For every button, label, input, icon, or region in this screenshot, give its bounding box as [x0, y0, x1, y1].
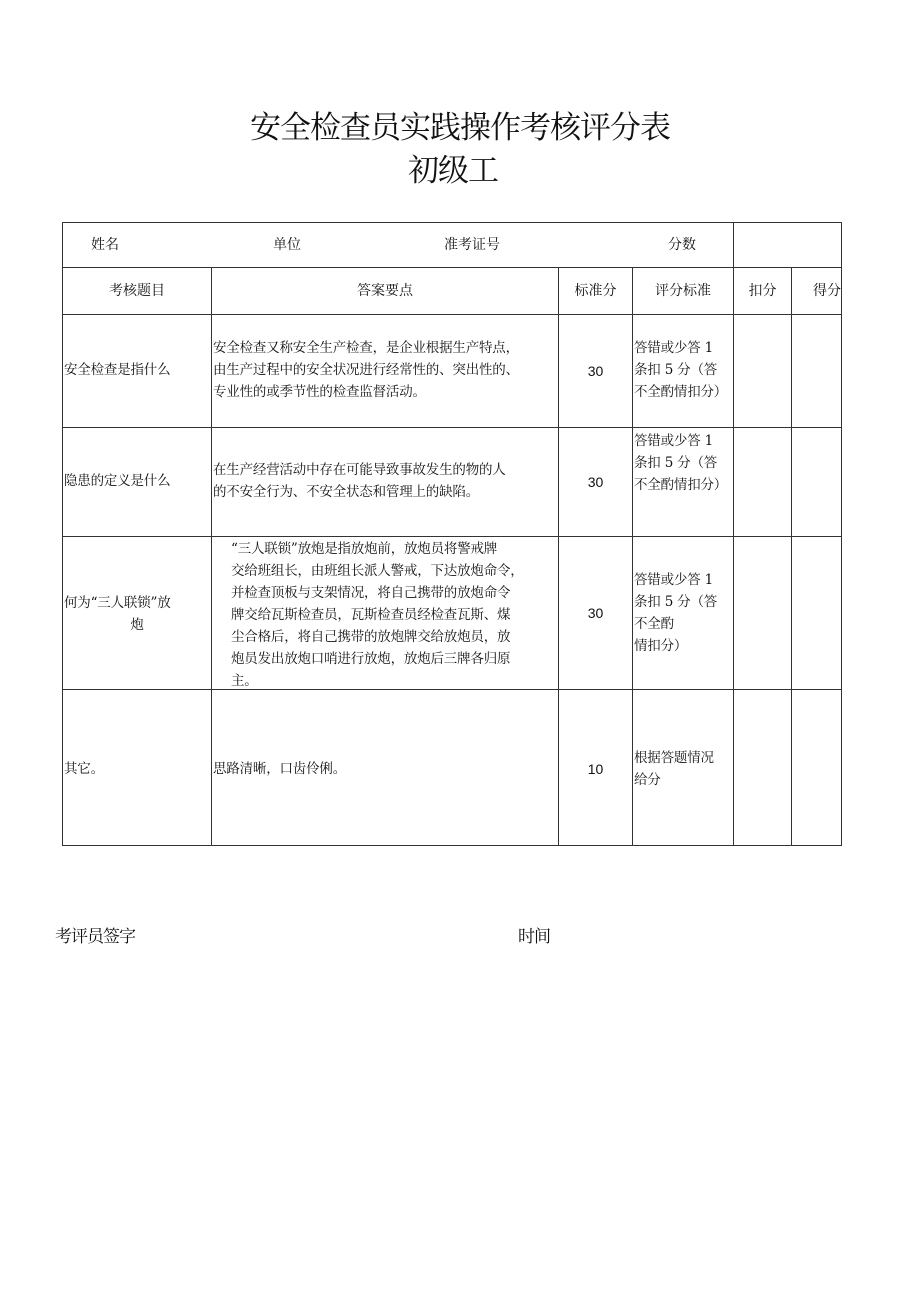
row4-answer-line: 思路清晰，口齿伶俐。 [213, 761, 346, 777]
row3-criteria-line: 不全酌 [634, 616, 674, 632]
row3-answer-line: 尘合格后，将自己携带的放炮牌交给放炮员，放 [231, 629, 511, 645]
row2-answer-line: 的不安全行为、不安全状态和管理上的缺陷。 [213, 484, 479, 500]
row1-answer-line: 安全检查又称安全生产检查，是企业根据生产特点， [213, 340, 519, 356]
col-rule-3 [632, 267, 633, 845]
col-deduction: 扣分 [748, 283, 777, 299]
row3-criteria-line: 答错或少答 1 [634, 572, 713, 588]
row4-criteria-line: 根据答题情况 [634, 750, 714, 766]
row3-answer-line: 主。 [231, 673, 258, 689]
row2-criteria-line: 不全酌情扣分） [634, 477, 728, 493]
row3-answer-line: 牌交给瓦斯检查员，瓦斯检查员经检查瓦斯、煤 [231, 607, 511, 623]
row3-question-line: 炮 [130, 617, 144, 633]
rule-header [63, 267, 841, 268]
col-rule-5 [791, 267, 792, 845]
rule-row2 [63, 536, 841, 537]
row1-criteria-line: 条扣 5 分（答 [634, 362, 718, 378]
row1-answer-line: 由生产过程中的安全状况进行经常性的、突出性的、 [213, 362, 519, 378]
row1-criteria-line: 不全酌情扣分） [634, 384, 728, 400]
unit-label: 单位 [273, 237, 301, 253]
row4-score: 10 [587, 761, 604, 777]
row2-score: 30 [587, 474, 604, 490]
col-criteria: 评分标准 [655, 283, 711, 299]
row3-answer-line: 并检查顶板与支架情况，将自己携带的放炮命令 [231, 585, 511, 601]
row3-criteria-line: 情扣分） [634, 638, 688, 654]
score-label: 分数 [668, 237, 696, 253]
row4-criteria-line: 给分 [634, 772, 661, 788]
page-subtitle: 初级工 [408, 153, 498, 189]
col-standard-score: 标准分 [574, 283, 617, 299]
row3-criteria-line: 条扣 5 分（答 [634, 594, 718, 610]
examiner-signature-label: 考评员签字 [55, 927, 135, 947]
rule-row1 [63, 427, 841, 428]
rule-columns [63, 314, 841, 315]
row3-answer-line: “三人联锁”放炮是指放炮前，放炮员将警戒牌 [231, 541, 498, 557]
col-rule-4 [733, 223, 734, 845]
col-answer: 答案要点 [357, 283, 413, 299]
page-title: 安全检查员实践操作考核评分表 [250, 110, 670, 146]
row4-question: 其它。 [64, 761, 104, 777]
col-question: 考核题目 [109, 283, 165, 299]
row2-criteria-line: 条扣 5 分（答 [634, 455, 718, 471]
rule-row3 [63, 689, 841, 690]
exam-id-label: 准考证号 [444, 237, 500, 253]
row3-score: 30 [587, 605, 604, 621]
name-label: 姓名 [91, 237, 119, 253]
row3-question-line: 何为“三人联锁”放 [64, 595, 171, 611]
time-label: 时间 [518, 927, 550, 947]
row2-answer-line: 在生产经营活动中存在可能导致事故发生的物的人 [213, 462, 506, 478]
col-obtained: 得分 [813, 283, 841, 299]
row2-question: 隐患的定义是什么 [64, 473, 171, 489]
row1-score: 30 [587, 363, 604, 379]
row1-answer-line: 专业性的或季节性的检查监督活动。 [213, 384, 426, 400]
row1-question: 安全检查是指什么 [64, 362, 171, 378]
row1-criteria-line: 答错或少答 1 [634, 340, 713, 356]
col-rule-1 [211, 267, 212, 845]
row3-answer-line: 炮员发出放炮口哨进行放炮，放炮后三牌各归原 [231, 651, 511, 667]
score-sheet-table [62, 222, 842, 846]
row2-criteria-line: 答错或少答 1 [634, 433, 713, 449]
row3-answer-line: 交给班组长，由班组长派人警戒，下达放炮命令， [231, 563, 524, 579]
